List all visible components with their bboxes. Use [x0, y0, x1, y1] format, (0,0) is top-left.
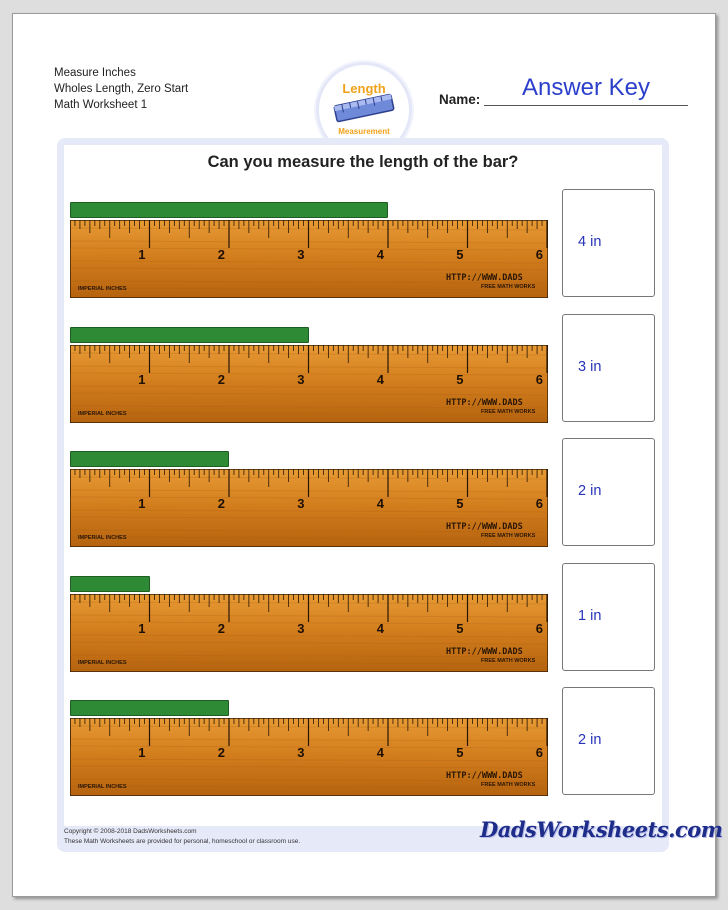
ruler-url-label: HTTP://WWW.DADS [446, 397, 523, 408]
problem-2 [13, 327, 715, 439]
ruler-unit-label: IMPERIAL INCHES [78, 535, 127, 541]
ruler-number: 3 [297, 496, 305, 511]
worksheet-subtopic: Wholes Length, Zero Start [54, 83, 189, 95]
ruler [70, 718, 548, 796]
ruler-url-sub-label: FREE MATH WORKS [481, 782, 536, 788]
ruler-number: 6 [535, 745, 543, 760]
ruler-number: 6 [535, 371, 543, 387]
ruler-number: 3 [297, 620, 305, 636]
measure-bar [70, 327, 309, 343]
problem-1 [13, 202, 715, 314]
answer-value: 2 in [578, 732, 602, 748]
answer-box[interactable] [562, 189, 655, 297]
worksheet-topic: Measure Inches [54, 67, 136, 79]
answer-box[interactable] [562, 438, 655, 546]
answer-box[interactable] [562, 314, 655, 422]
logo-title: Length [342, 81, 386, 96]
answer-box[interactable] [562, 687, 655, 795]
ruler-number: 6 [535, 247, 543, 262]
ruler-number: 2 [217, 620, 225, 636]
ruler-icon [329, 91, 399, 125]
answer-value: 3 in [578, 358, 602, 375]
answer-box[interactable] [562, 563, 655, 671]
ruler-url-sub-label: FREE MATH WORKS [481, 657, 536, 664]
ruler-unit-label: IMPERIAL INCHES [78, 286, 127, 292]
ruler-number: 1 [138, 247, 146, 262]
ruler-unit-label: IMPERIAL INCHES [78, 659, 127, 666]
ruler-number: 6 [535, 620, 543, 636]
answer-value: 2 in [578, 483, 602, 499]
worksheet-page [12, 13, 723, 897]
answer-value: 1 in [578, 607, 602, 624]
answer-key-title: Answer Key [521, 74, 651, 101]
measure-bar [70, 202, 388, 218]
ruler-url-label: HTTP://WWW.DADS [446, 522, 523, 532]
ruler [70, 345, 548, 423]
ruler [70, 220, 548, 298]
measure-bar [70, 576, 150, 592]
ruler-number: 1 [138, 745, 146, 760]
ruler-unit-label: IMPERIAL INCHES [78, 410, 127, 417]
ruler-number: 4 [376, 496, 384, 511]
ruler-number: 5 [456, 745, 464, 760]
ruler-number: 4 [376, 745, 384, 760]
ruler-number: 5 [456, 247, 464, 262]
ruler-number: 4 [376, 371, 384, 387]
measure-bar [70, 451, 229, 467]
ruler-number: 1 [138, 620, 146, 636]
ruler-number: 5 [456, 371, 464, 387]
name-label: Name: [439, 92, 481, 107]
ruler-url-label: HTTP://WWW.DADS [446, 771, 523, 781]
ruler [70, 594, 548, 672]
problem-5 [13, 700, 715, 812]
ruler-number: 2 [217, 745, 225, 760]
ruler-number: 3 [297, 745, 305, 760]
logo-subtitle: Measurement [338, 127, 390, 136]
ruler-url-sub-label: FREE MATH WORKS [481, 284, 536, 290]
worksheet-number: Math Worksheet 1 [54, 99, 148, 111]
measure-bar [70, 700, 229, 716]
ruler-number: 2 [217, 496, 225, 511]
ruler-number: 4 [376, 247, 384, 262]
problem-3 [13, 451, 715, 563]
ruler-number: 3 [297, 371, 305, 387]
brand-logo: DadsWorksheets.com [480, 817, 723, 842]
ruler-url-label: HTTP://WWW.DADS [446, 273, 523, 283]
ruler-number: 5 [456, 620, 464, 636]
copyright-text: Copyright © 2008-2018 DadsWorksheets.com [64, 828, 197, 835]
ruler-number: 1 [138, 496, 146, 511]
problem-4 [13, 576, 715, 688]
ruler-url-sub-label: FREE MATH WORKS [481, 408, 536, 415]
ruler-url-sub-label: FREE MATH WORKS [481, 533, 536, 539]
ruler-number: 2 [217, 247, 225, 262]
name-line [484, 105, 688, 106]
ruler-number: 3 [297, 247, 305, 262]
ruler-number: 1 [138, 371, 146, 387]
ruler-number: 2 [217, 371, 225, 387]
ruler-url-label: HTTP://WWW.DADS [446, 646, 523, 657]
answer-value: 4 in [578, 234, 602, 250]
worksheet-info [54, 65, 188, 113]
question-text: Can you measure the length of the bar? [207, 153, 519, 171]
ruler [70, 469, 548, 547]
usage-notice: These Math Worksheets are provided for personal, homeschool or classroom use. [64, 838, 301, 845]
ruler-number: 4 [376, 620, 384, 636]
ruler-number: 6 [535, 496, 543, 511]
ruler-unit-label: IMPERIAL INCHES [78, 784, 127, 790]
ruler-number: 5 [456, 496, 464, 511]
